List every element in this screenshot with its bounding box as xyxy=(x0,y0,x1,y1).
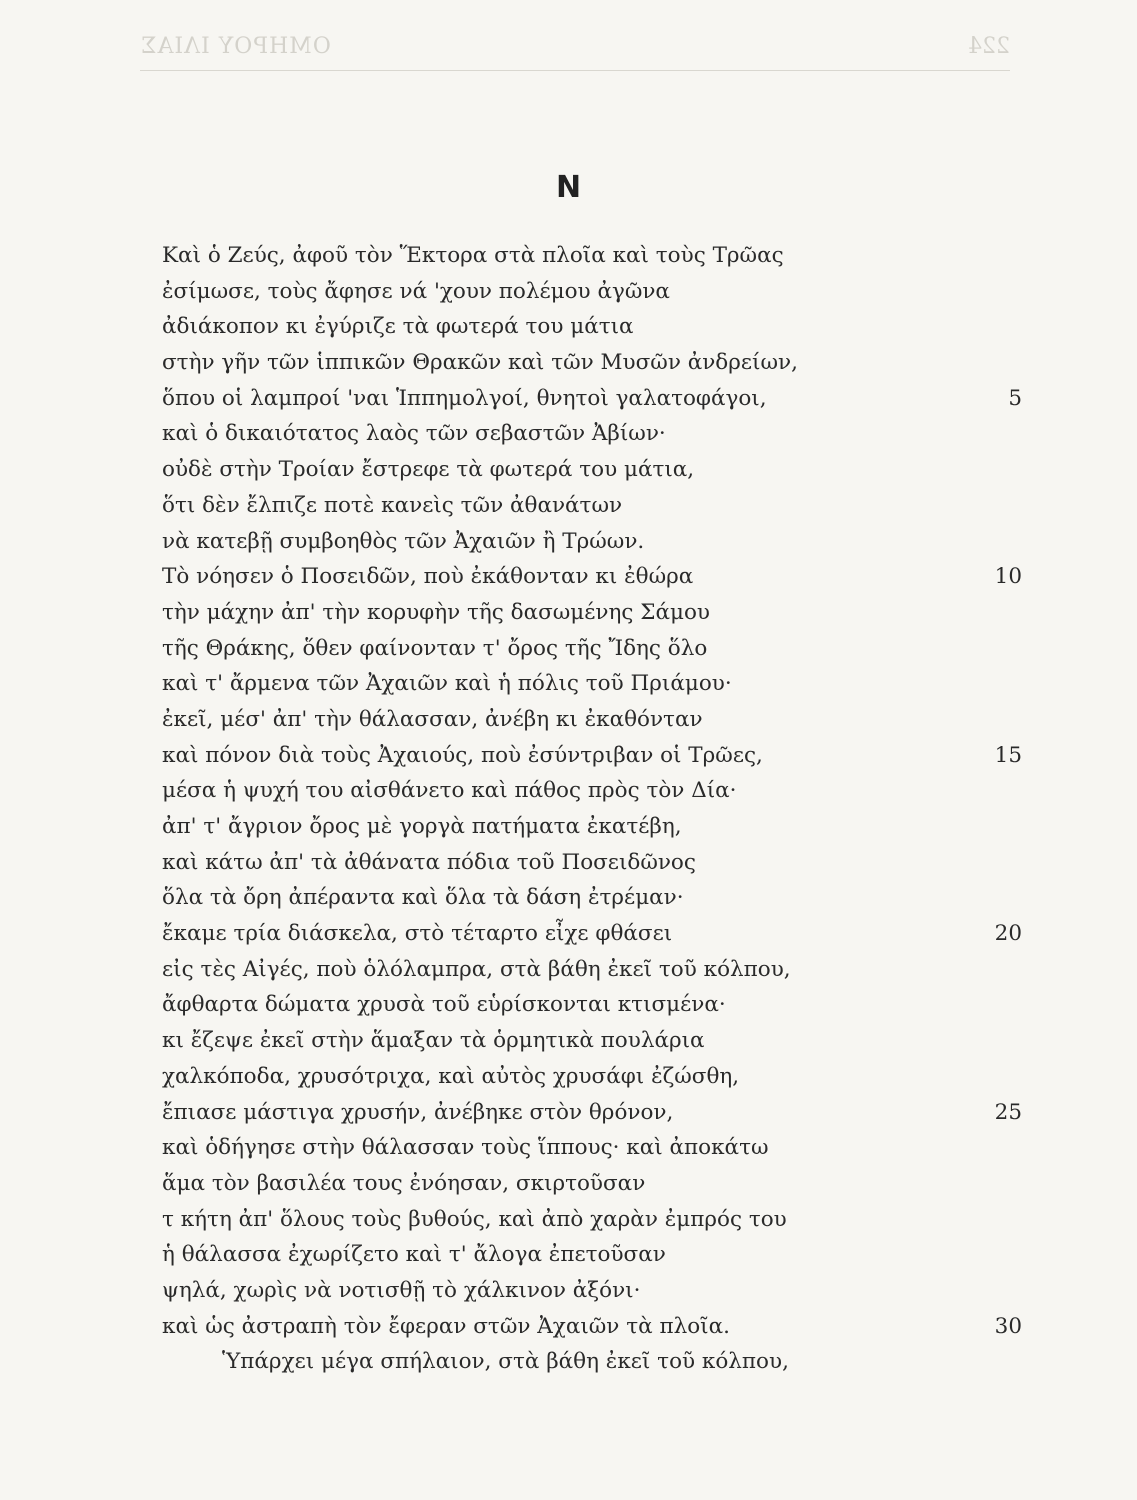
poem-line xyxy=(162,381,1022,417)
poem-line xyxy=(162,773,1022,809)
poem-line xyxy=(162,952,1022,988)
poem-line-text: εἰς τὲς Αἰγές, ποὺ ὁλόλαμπρα, στὰ βάθη ἐκεῖ τοῦ κόλπου, xyxy=(162,956,791,982)
poem-line xyxy=(162,1059,1022,1095)
line-number: 10 xyxy=(994,564,1022,590)
poem-line-text: στὴν γῆν τῶν ἱππικῶν Θρακῶν καὶ τῶν Μυσῶν ἀνδρείων, xyxy=(162,350,798,376)
poem-line xyxy=(162,309,1022,345)
poem-line xyxy=(162,595,1022,631)
poem-line xyxy=(162,916,1022,952)
poem-line-text: καὶ πόνον διὰ τοὺς Ἀχαιούς, ποὺ ἐσύντριβαν οἱ Τρῶες, xyxy=(162,742,763,768)
poem-line xyxy=(162,1130,1022,1166)
poem-line xyxy=(162,1344,1022,1380)
poem-line-text: ψηλά, χωρὶς νὰ νοτισθῇ τὸ χάλκινον ἀξόνι· xyxy=(162,1277,641,1303)
poem-line xyxy=(162,845,1022,881)
poem-line-text: ἔκαμε τρία διάσκελα, στὸ τέταρτο εἶχε φθάσει xyxy=(162,921,673,947)
poem-line xyxy=(162,1237,1022,1273)
poem-line-text: τὴν μάχην ἀπ' τὴν κορυφὴν τῆς δασωμένης Σάμου xyxy=(162,599,710,625)
poem-line xyxy=(162,1095,1022,1131)
poem-line xyxy=(162,1309,1022,1345)
line-number: 15 xyxy=(994,742,1022,768)
poem-line xyxy=(162,631,1022,667)
poem-line xyxy=(162,1023,1022,1059)
poem-line xyxy=(162,738,1022,774)
poem-line-text: ἔπιασε μάστιγα χρυσήν, ἀνέβηκε στὸν θρόνον, xyxy=(162,1099,674,1125)
poem-text xyxy=(162,238,1022,1380)
poem-line-text: Ὑπάρχει μέγα σπήλαιον, στὰ βάθη ἐκεῖ τοῦ κόλπου, xyxy=(222,1349,789,1375)
poem-line xyxy=(162,274,1022,310)
poem-line xyxy=(162,559,1022,595)
poem-line-text: ἀδιάκοπον κι ἐγύριζε τὰ φωτερά του μάτια xyxy=(162,314,634,340)
poem-line-text: Τὸ νόησεν ὁ Ποσειδῶν, ποὺ ἐκάθονταν κι ἐθώρα xyxy=(162,564,694,590)
poem-line-text: καὶ κάτω ἀπ' τὰ ἀθάνατα πόδια τοῦ Ποσειδῶνος xyxy=(162,849,696,875)
poem-line-text: ὅπου οἱ λαμπροί 'ναι Ἱππημολγοί, θνητοὶ γαλατοφάγοι, xyxy=(162,385,767,411)
poem-line-text: ὅλα τὰ ὄρη ἀπέραντα καὶ ὅλα τὰ δάση ἐτρέμαν· xyxy=(162,885,684,911)
poem-line xyxy=(162,452,1022,488)
poem-line xyxy=(162,1273,1022,1309)
poem-line-text: μέσα ἡ ψυχή του αἰσθάνετο καὶ πάθος πρὸς τὸν Δία· xyxy=(162,778,737,804)
poem-line xyxy=(162,238,1022,274)
poem-line-text: χαλκόποδα, χρυσότριχα, καὶ αὐτὸς χρυσάφι ἐζώσθη, xyxy=(162,1063,740,1089)
poem-line-text: καὶ τ' ἄρμενα τῶν Ἀχαιῶν καὶ ἡ πόλις τοῦ Πριάμου· xyxy=(162,671,732,697)
poem-line-text: νὰ κατεβῇ συμβοηθὸς τῶν Ἀχαιῶν ἢ Τρώων. xyxy=(162,528,645,554)
poem-line-text: τ κήτη ἀπ' ὅλους τοὺς βυθούς, καὶ ἀπὸ χαρὰν ἐμπρός του xyxy=(162,1206,787,1232)
poem-line xyxy=(162,1202,1022,1238)
book-letter-heading: Ν xyxy=(555,170,582,205)
poem-line xyxy=(162,666,1022,702)
poem-line-text: κι ἔζεψε ἐκεῖ στὴν ἅμαξαν τὰ ὁρμητικὰ πουλάρια xyxy=(162,1028,705,1054)
poem-line-text: καὶ ὁδήγησε στὴν θάλασσαν τοὺς ἵππους· καὶ ἀποκάτω xyxy=(162,1135,769,1161)
poem-line-text: τῆς Θράκης, ὅθεν φαίνονταν τ' ὄρος τῆς Ἴδης ὅλο xyxy=(162,635,708,661)
poem-line-text: Καὶ ὁ Ζεύς, ἀφοῦ τὸν Ἕκτορα στὰ πλοῖα καὶ τοὺς Τρῶας xyxy=(162,243,784,268)
bleed-header-title: ΟΜΗΡΟΥ ΙΛΙΑΣ xyxy=(140,34,331,59)
line-number: 25 xyxy=(994,1099,1022,1125)
poem-line xyxy=(162,345,1022,381)
poem-line-text: καὶ ὁ δικαιότατος λαὸς τῶν σεβαστῶν Ἀβίων· xyxy=(162,421,666,447)
poem-line-text: οὐδὲ στὴν Τροίαν ἔστρεφε τὰ φωτερά του μάτια, xyxy=(162,457,695,483)
poem-line-text: ἅμα τὸν βασιλέα τους ἐνόησαν, σκιρτοῦσαν xyxy=(162,1170,646,1196)
poem-line-text: ἀπ' τ' ἄγριον ὄρος μὲ γοργὰ πατήματα ἐκατέβη, xyxy=(162,814,682,839)
line-number: 30 xyxy=(994,1313,1022,1339)
poem-line-text: ἐκεῖ, μέσ' ἀπ' τὴν θάλασσαν, ἀνέβη κι ἐκαθόνταν xyxy=(162,706,703,732)
poem-line-text: ἐσίμωσε, τοὺς ἄφησε νά 'χουν πολέμου ἀγῶνα xyxy=(162,278,670,304)
poem-line xyxy=(162,702,1022,738)
poem-line xyxy=(162,524,1022,560)
poem-line xyxy=(162,1166,1022,1202)
poem-line xyxy=(162,987,1022,1023)
poem-line-text: ἄφθαρτα δώματα χρυσὰ τοῦ εὑρίσκονται κτισμένα· xyxy=(162,992,726,1018)
poem-line-text: καὶ ὡς ἀστραπὴ τὸν ἔφεραν στῶν Ἀχαιῶν τὰ πλοῖα. xyxy=(162,1313,730,1339)
poem-line xyxy=(162,809,1022,845)
poem-line xyxy=(162,488,1022,524)
line-number: 5 xyxy=(1008,385,1022,411)
poem-line-text: ὅτι δὲν ἔλπιζε ποτὲ κανεὶς τῶν ἀθανάτων xyxy=(162,492,623,518)
line-number: 20 xyxy=(994,921,1022,947)
bleed-through-header xyxy=(140,30,1010,71)
poem-line xyxy=(162,416,1022,452)
poem-line-text: ἡ θάλασσα ἐχωρίζετο καὶ τ' ἄλογα ἐπετοῦσαν xyxy=(162,1242,666,1268)
bleed-header-page-number: 224 xyxy=(968,34,1010,59)
poem-line xyxy=(162,880,1022,916)
